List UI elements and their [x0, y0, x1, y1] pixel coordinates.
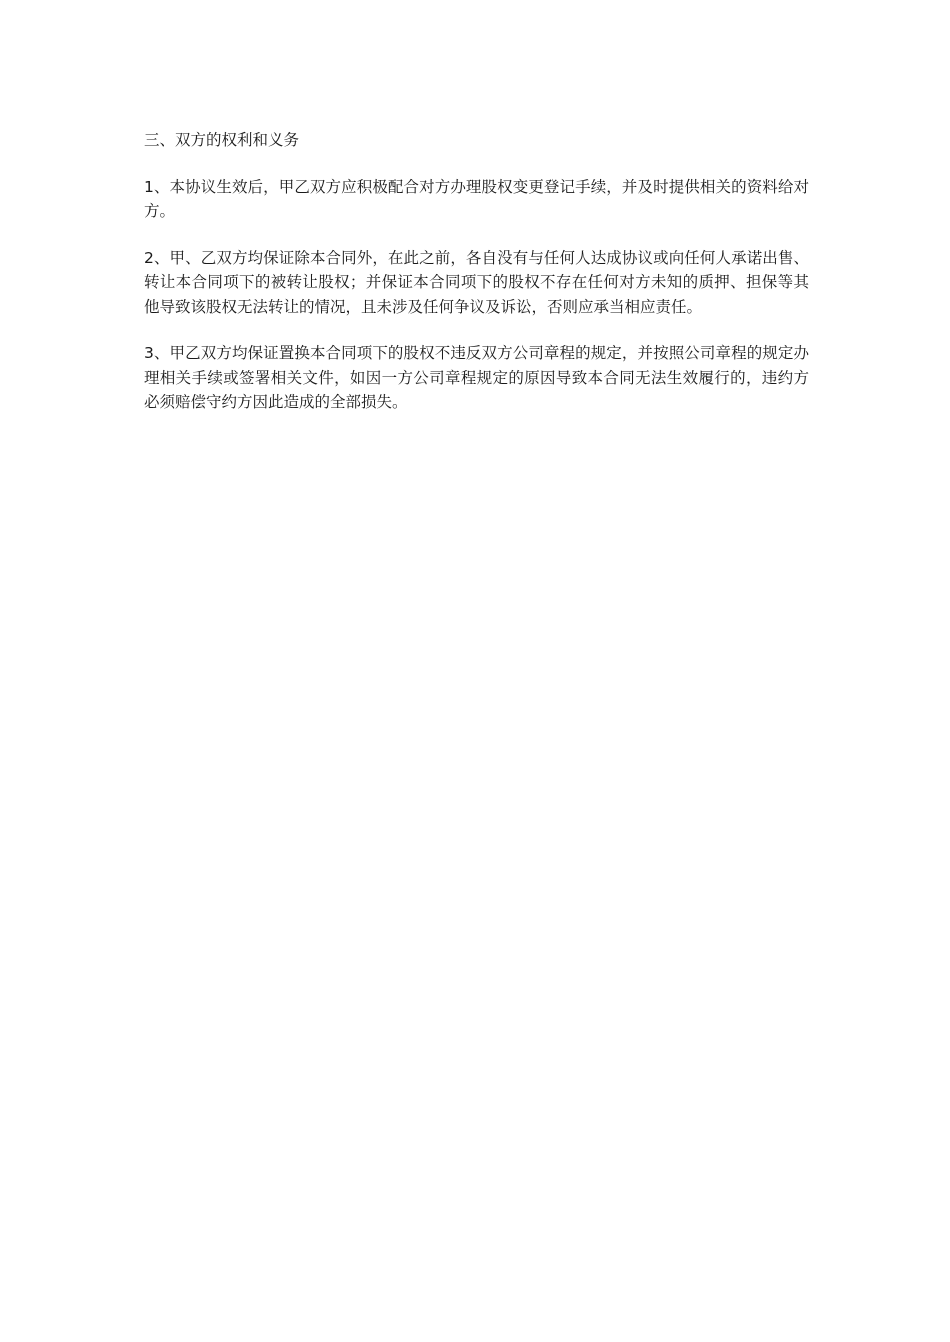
clause-3: 3、甲乙双方均保证置换本合同项下的股权不违反双方公司章程的规定，并按照公司章程的规定办理相关手续或签署相关文件，如因一方公司章程规定的原因导致本合同无法生效履行的，违约方必须赔偿守约方因此造成的全部损失。 — [144, 344, 809, 411]
document-body — [144, 128, 809, 437]
clause-2: 2、甲、乙双方均保证除本合同外，在此之前，各自没有与任何人达成协议或向任何人承诺出售、转让本合同项下的被转让股权；并保证本合同项下的股权不存在任何对方未知的质押、担保等其他导致该股权无法转让的情况，且未涉及任何争议及诉讼，否则应承当相应责任。 — [144, 248, 809, 316]
section-heading: 三、双方的权利和义务 — [144, 131, 300, 149]
clause-1: 1、本协议生效后，甲乙双方应积极配合对方办理股权变更登记手续，并及时提供相关的资料给对方。 — [144, 177, 809, 220]
